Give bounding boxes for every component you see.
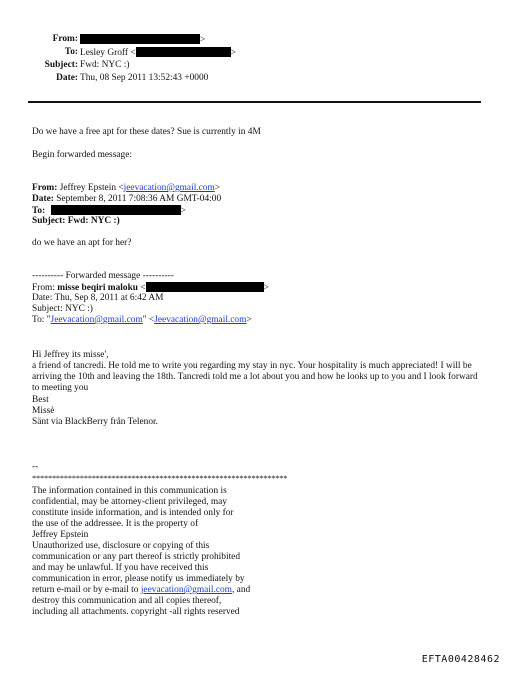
redaction-bar (80, 34, 200, 44)
fwd2-to-q2: " < (142, 315, 155, 325)
fwd1-to-label: To: (32, 206, 46, 216)
header-subject-value: Fwd: NYC :) (80, 60, 130, 70)
letter-body: a friend of tancredi. He told me to write you regarding my stay in nyc. Your hospitality is much appreciated! I will be arriving the 10th and leaving the 18th. Tancredi told me a lot about you and how he looks up to you and I look forward to meeting you (32, 361, 478, 394)
header-to-label: To: (64, 47, 78, 57)
fwd1-subject-line (32, 216, 120, 227)
disclaimer-email-pre: return e-mail or by e-mail to (32, 585, 141, 595)
disclaimer-line: including all attachments. copyright -all rights reserved (32, 607, 240, 617)
disclaimer-email-post: , and (231, 585, 251, 595)
fwd1-from-line (32, 183, 220, 194)
body-line-1: Do we have a free apt for these dates? Sue is currently in 4M (32, 127, 261, 137)
disclaimer-line: and may be unlawful. If you have received this (32, 563, 209, 573)
disclaimer-line: the use of the addressee. It is the property of (32, 519, 199, 529)
disclaimer-line: The information contained in this communication is (32, 486, 227, 496)
letter-closing: Best (32, 395, 49, 405)
header-subject-label: Subject: (44, 60, 78, 70)
fwd1-to-end: > (180, 206, 186, 216)
disclaimer-line: communication in error, please notify us immediately by (32, 574, 245, 584)
header-divider (28, 101, 481, 103)
fwd2-from-lt: < (138, 283, 146, 293)
redaction-bar (146, 282, 264, 292)
header-to-gt: > (230, 48, 236, 58)
header-from-label: From: (52, 34, 78, 44)
fwd1-subject-value: Fwd: NYC :) (67, 216, 120, 226)
fwd1-date-line (32, 194, 221, 205)
fwd1-from-name: Jeffrey Epstein < (59, 183, 124, 193)
disclaimer-dashes: -- (32, 462, 39, 472)
fwd1-date-value: September 8, 2011 7:08:36 AM GMT-04:00 (56, 194, 222, 204)
fwd2-from-prefix: From: (32, 283, 58, 293)
fwd2-to-email-link-2[interactable]: Jeevacation@gmail.com (154, 315, 247, 325)
fwd2-to-end: > (246, 315, 252, 325)
redaction-bar (51, 205, 181, 215)
header-from-gt: > (200, 35, 206, 45)
header-date-label: Date: (56, 73, 78, 83)
fwd1-from-email-link[interactable]: jeevacation@gmail.com (123, 183, 215, 193)
fwd2-from-end: > (263, 283, 269, 293)
fwd2-to-q1: " (46, 315, 51, 325)
fwd1-message: do we have an apt for her? (32, 238, 132, 248)
disclaimer-line: constitute inside information, and is intended only for (32, 508, 234, 518)
fwd2-to-line (32, 315, 252, 326)
document-id: EFTA00428462 (421, 654, 500, 665)
disclaimer-email-link[interactable]: jeevacation@gmail.com (140, 585, 232, 595)
letter-greeting: Hi Jeffrey its misse', (32, 350, 109, 360)
fwd1-subject-label: Subject: (32, 216, 66, 226)
disclaimer-line: communication or any part thereof is strictly prohibited (32, 552, 241, 562)
disclaimer-line: destroy this communication and all copies thereof, (32, 596, 222, 606)
fwd2-separator: ---------- Forwarded message ---------- (32, 271, 174, 281)
header-from-value (80, 34, 205, 46)
disclaimer-stars: **************************************************************** (32, 474, 288, 483)
body-line-2: Begin forwarded message: (32, 150, 132, 160)
letter-signature: Sänt via BlackBerry från Telenor. (32, 417, 158, 427)
disclaimer-line: confidential, may be attorney-client privileged, may (32, 497, 227, 507)
redaction-bar (136, 47, 231, 57)
fwd1-from-end: > (214, 183, 221, 193)
header-to-name: Lesley Groff < (80, 48, 136, 58)
fwd2-to-prefix: To: (32, 315, 47, 325)
fwd2-date-line: Date: Thu, Sep 8, 2011 at 6:42 AM (32, 293, 164, 303)
fwd2-to-email-link-1[interactable]: Jeevacation@gmail.com (50, 315, 143, 325)
header-to-value (80, 47, 236, 59)
fwd2-from-name: misse beqiri maloku (57, 283, 139, 293)
fwd1-date-label: Date: (32, 194, 54, 204)
fwd2-subject-line: Subject: NYC :) (32, 304, 93, 314)
disclaimer-line-email (32, 585, 250, 596)
letter-name: Missè (32, 406, 55, 416)
header-date-value: Thu, 08 Sep 2011 13:52:43 +0000 (80, 73, 209, 83)
fwd1-from-label: From: (32, 183, 58, 193)
disclaimer-line: Jeffrey Epstein (32, 530, 89, 540)
disclaimer-line: Unauthorized use, disclosure or copying of this (32, 541, 210, 551)
